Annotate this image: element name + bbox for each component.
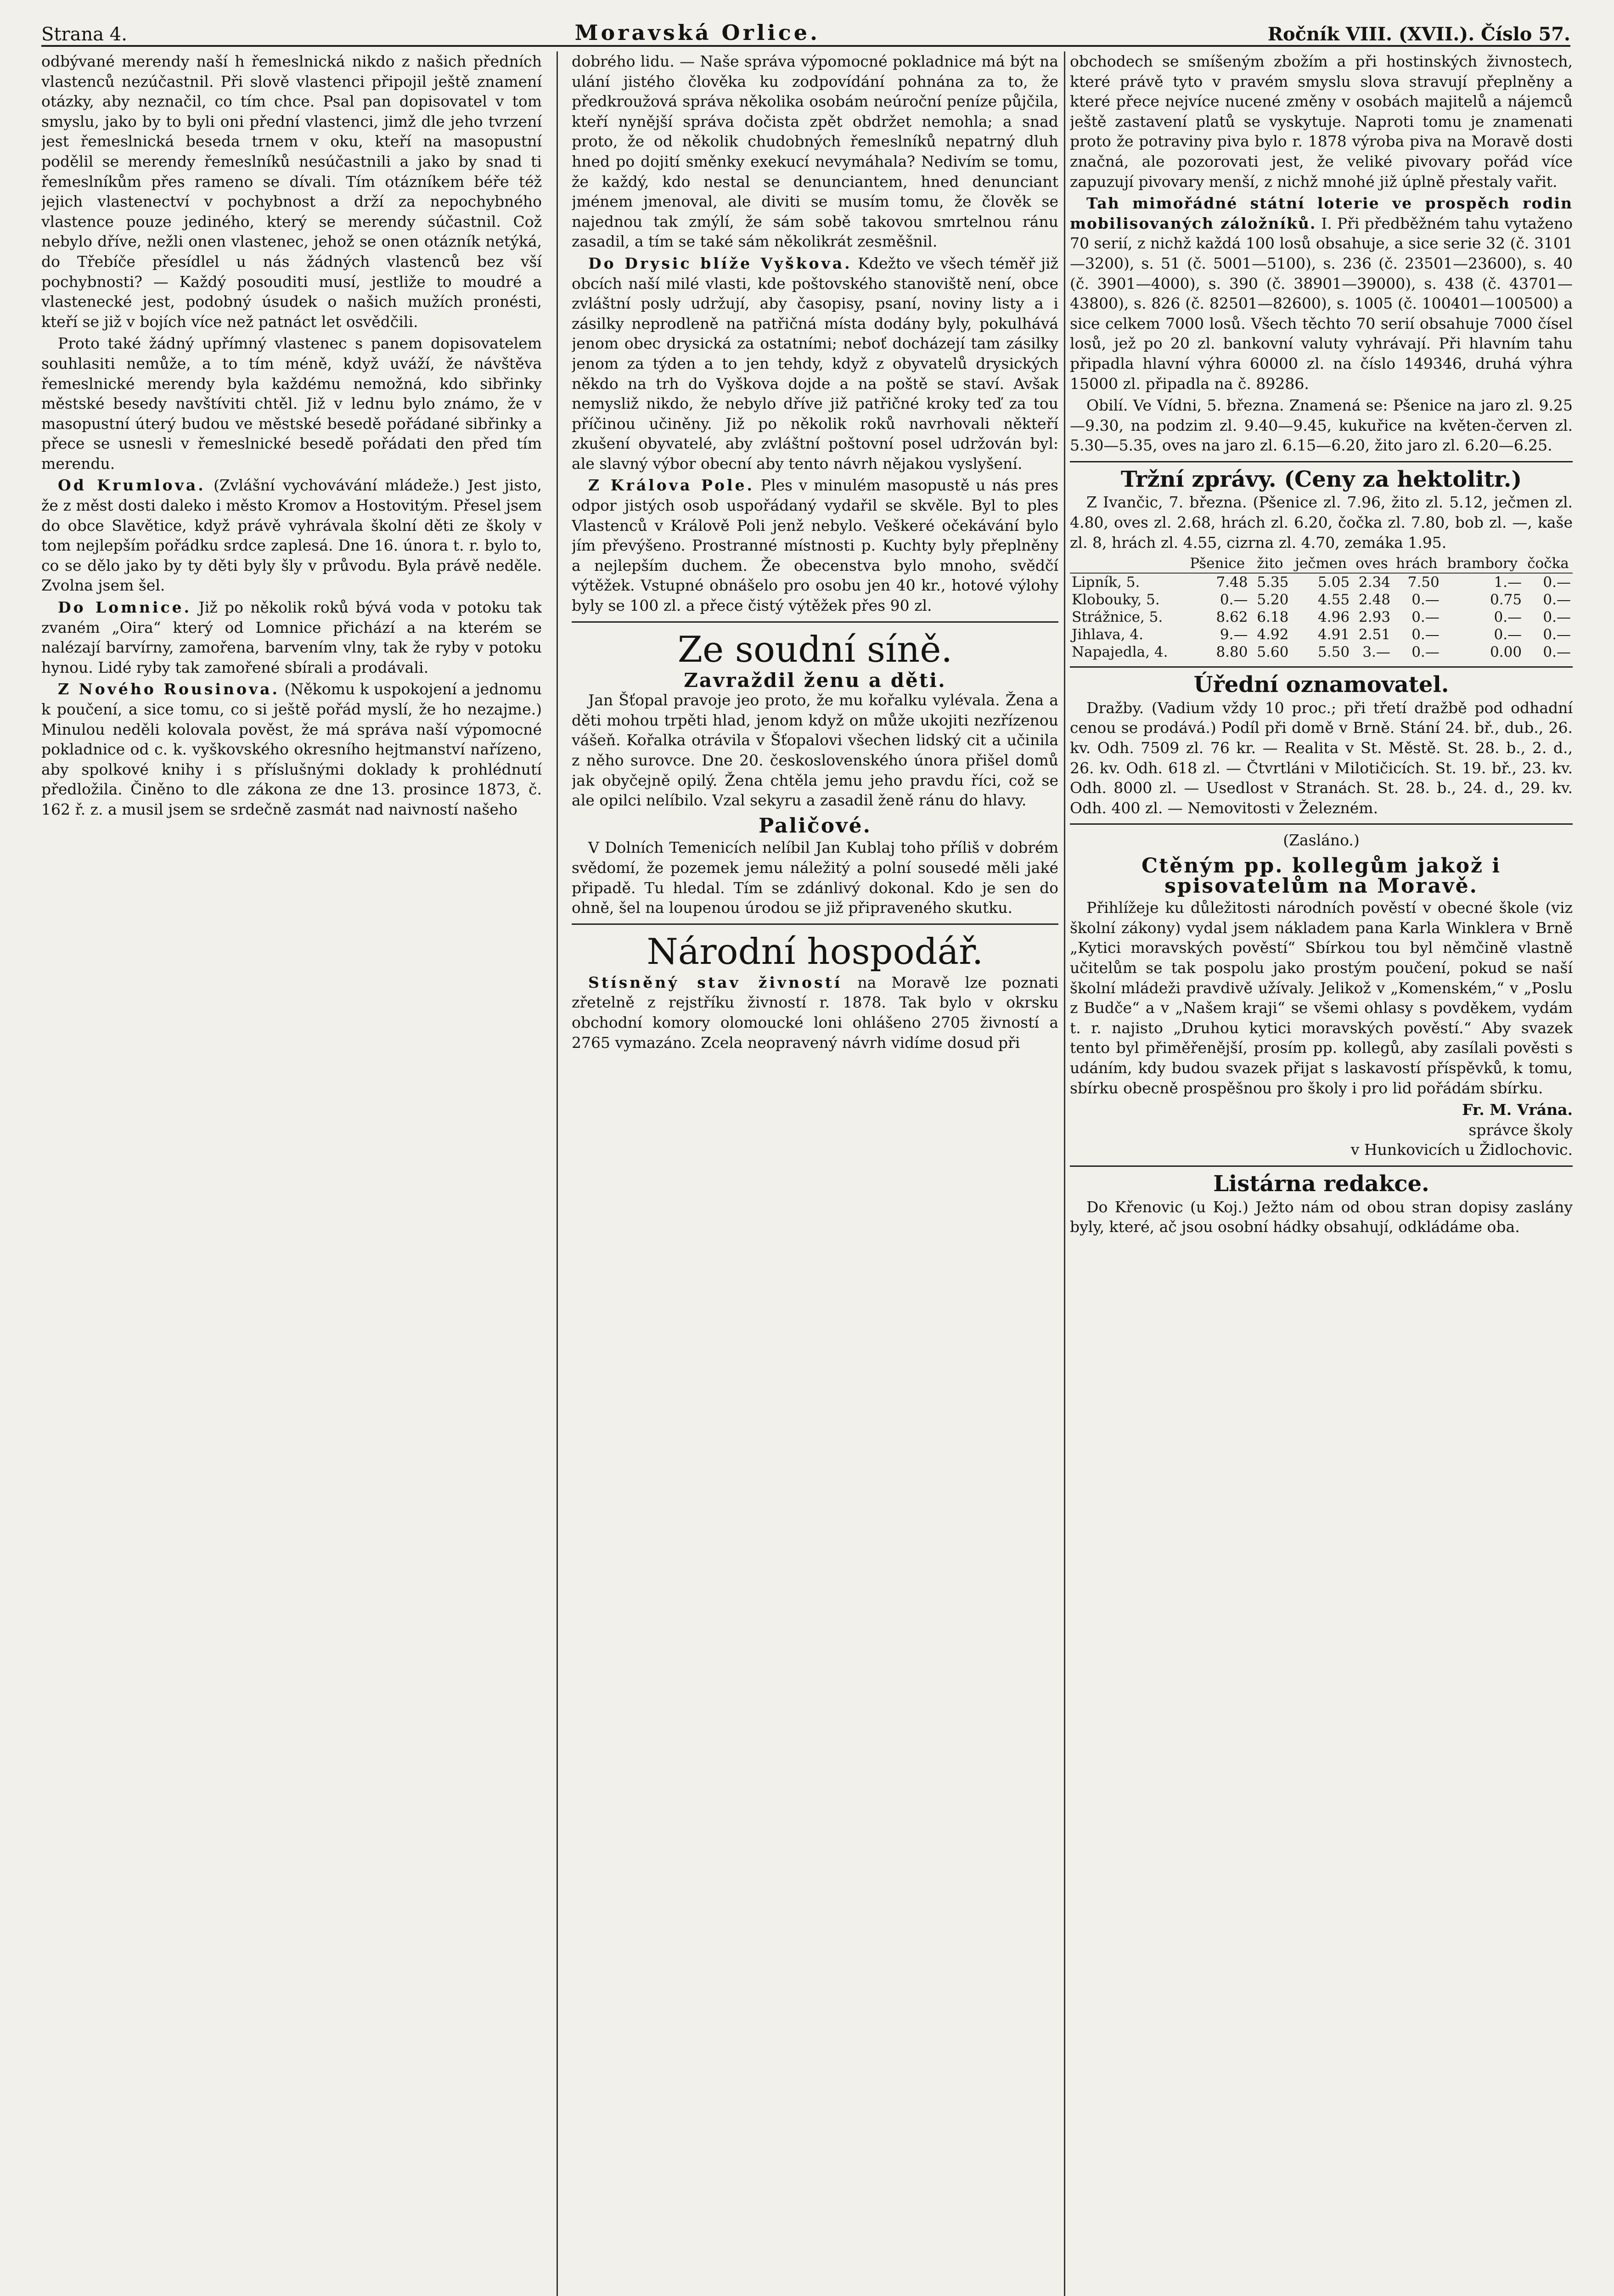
article-paragraph: Jan Šťopal pravoje jeo proto, že mu kořalku vylévala. Žena a děti mohou trpěti hlad, jenom když on může ukojiti nezřízenou vášeň. Kořalka otrávila v Šťopalovi všechen lidský cit a učinila z něho surovce. Dne 20. československého února přišel domů jak obyčejně opilý. Žena chtěla jemu jeho pravdu říci, což se ale opilci nelíbilo. Vzal sekyru a zasadil ženě ránu do hlavy. <box>572 691 1058 810</box>
divider <box>572 621 1058 623</box>
table-cell: Klobouky, 5. <box>1072 591 1160 608</box>
table-cell: 0.— <box>1494 626 1522 643</box>
table-row <box>1070 608 1573 626</box>
table-cell: 5.50 <box>1318 644 1350 661</box>
article-title: Zavraždil ženu a děti. <box>684 669 946 692</box>
table-cell: 2.93 <box>1358 609 1390 626</box>
table-cell: 4.91 <box>1318 626 1350 643</box>
page-header <box>41 15 1570 47</box>
table-cell: 0.— <box>1543 574 1571 591</box>
table-cell: 0.75 <box>1490 591 1522 608</box>
table-header-cell: čočka <box>1524 554 1573 573</box>
divider <box>1070 461 1573 462</box>
table-header-cell <box>1070 554 1185 573</box>
table-header-cell: oves <box>1351 554 1392 573</box>
table-cell: 0.— <box>1543 626 1571 643</box>
table-cell: 8.80 <box>1216 644 1248 661</box>
column-3 <box>1070 51 1573 2296</box>
table-cell: 0.— <box>1412 591 1440 608</box>
table-cell: 7.50 <box>1407 574 1440 591</box>
table-cell: 0.— <box>1220 591 1248 608</box>
table-row <box>1070 643 1573 661</box>
article-title: Ctěným pp. kollegům jakož i spisovatelům na Moravě. <box>1141 854 1502 898</box>
article-paragraph: Již po několik roků bývá voda v potoku tak zvaném „Oira“ který od Lomnice přichází a na kterém se nalézají barvírny, zamořena, barvením vlny, tak že ryby v potoku hynou. Lidé ryby tak zamořené sbírali a prodávali. <box>41 598 542 676</box>
section-title-editorial: Listárna redakce. <box>1213 1171 1429 1197</box>
table-cell: 0.— <box>1543 609 1571 626</box>
section-heading: Od Krumlova. <box>58 476 206 495</box>
section-title-court: Ze soudní síně. <box>677 629 953 670</box>
section-heading: Do Drysic blíže Vyškova. <box>588 254 852 272</box>
table-cell: Lipník, 5. <box>1072 574 1140 591</box>
table-cell: 2.48 <box>1358 591 1390 608</box>
page-number: Strana 4. <box>41 24 127 45</box>
table-cell: 0.— <box>1412 609 1440 626</box>
article-paragraph: Kdežto ve všech téměř již obcích naší milé vlasti, kde poštovského stanoviště není, obce zvláštní posly udržují, aby časopisy, psaní, noviny listy a i zásilky neprodleně na patřičná místa dodány byly, pokulhává jenom obec drysická za ostatními; neboť docházejí tam zásilky jenom za týden a to jen tehdy, když z obyvatelů drysických někdo na trh do Vyškova dojde a na poště se staví. Avšak nemysliž nikdo, že nebylo dříve již patřičné kroky teď za tou příčinou učiněny. Již po několik roků navrhovali někteří zkušení obyvatelé, aby zvláštní poštovní posel udržován byl: ale slavný výbor obecní aby tento návrh nějakou vyslyšení. <box>572 254 1058 473</box>
table-cell: 3.— <box>1362 644 1390 661</box>
article-paragraph: Dražby. (Vadium vždy 10 proc.; při třetí dražbě pod odhadní cenou se prodává.) Podíl při domě v Brně. Stání 24. bř., dub., 26. kv. Odh. 7509 zl. 76 kr. — Realita v St. Městě. St. 28. b., 2. d., 26. kv. Odh. 618 zl. — Čtvrtláni v Milotičicích. St. 19. bř., 23. kv. Odh. 8000 zl. — Usedlost v Stranách. St. 28. b., 24. d., 29. kv. Odh. 400 zl. — Nemovitosti v Železném. <box>1070 698 1573 817</box>
article-paragraph: (Zvlášní vychovávání mládeže.) Jest jisto, že z měst dosti daleko i město Kromov a Hostovitým. Přesel jsem do obce Slavětice, když právě vyhrávala školní děti ze školy v tom nejlepším pořádku srdce zaplesá. Dne 16. února t. r. bylo to, co se dělo jako by ty děti byly šly v průvodu. Byla právě neděle. Zvolna jsem šel. <box>41 476 542 595</box>
table-cell: 0.— <box>1412 644 1440 661</box>
article-paragraph: Obilí. Ve Vídni, 5. března. Znamená se: Pšenice na jaro zl. 9.25—9.30, na podzim zl. 9.40—9.45, kukuřice na květen-červen zl. 5.30—5.35, oves na jaro zl. 6.15—6.20, žito jaro zl. 6.20—6.25. <box>1070 396 1573 455</box>
table-row <box>1070 626 1573 643</box>
volume-issue: Ročník VIII. (XVII.). Číslo 57. <box>1267 23 1570 45</box>
article-paragraph: Ples v minulém masopustě u nás pres odpor jistých osob uspořádaný vydařil se skvěle. Byl to ples Vlastenců v Králově Poli jenž nebylo. Veškeré očekávání bylo jím převýšeno. Prostranné místnosti p. Kuchty byly přeplněny a nejlepším duchem. Že obecenstva bylo mnoho, svědčí výtěžek. Vstupné obnášelo pro osobu jen 40 kr., hotové výlohy byly se 100 zl. a přece čistý výtěžek přes 90 zl. <box>572 476 1058 615</box>
divider <box>1070 1165 1573 1167</box>
table-header-cell: brambory <box>1441 554 1524 573</box>
table-row <box>1070 591 1573 608</box>
table-cell: 0.— <box>1543 644 1571 661</box>
table-cell: 5.20 <box>1257 591 1289 608</box>
article-paragraph: Z Ivančic, 7. března. (Pšenice zl. 7.96, žito zl. 5.12, ječmen zl. 4.80, oves zl. 2.68, hrách zl. 6.20, čočka zl. 7.80, bob zl. —, kaše zl. 8, hrách zl. 4.55, cizrna zl. 4.70, zemáka 1.95. <box>1070 493 1573 551</box>
table-cell: 9.— <box>1220 626 1248 643</box>
section-heading: Tah mimořádné státní loterie ve prospěch rodin mobilisovaných záložníků. <box>1070 194 1573 232</box>
table-cell: 4.92 <box>1257 626 1289 643</box>
table-header-cell: ječmen <box>1290 554 1351 573</box>
signature-title: správce školy <box>1468 1120 1573 1139</box>
section-heading: Z Králova Pole. <box>588 476 755 495</box>
market-prices-table <box>1070 554 1573 661</box>
table-row <box>1070 573 1573 591</box>
signature-name: Fr. M. Vrána. <box>1462 1101 1573 1119</box>
column-rule-2 <box>1064 51 1065 2296</box>
article-paragraph: (Někomu k uspokojení a jednomu k poučení, a sice tomu, co si ještě pořád myslí, že ho nezajme.) Minulou neděli kolovala pověst, že má správa naší výpomocné pokladnice od c. k. vyškovského okresního hejtmanství nařízeno, aby spolkové knihy i s příslušnými doklady k prohlédnutí předložila. Činěno to dle zákona ze dne 13. prosince 1873, č. 162 ř. z. a musil jsem se srdečně zasmát nad naivností našeho <box>41 680 542 818</box>
table-cell: 0.— <box>1543 591 1571 608</box>
column-1 <box>41 51 542 2296</box>
table-cell: 2.34 <box>1358 574 1390 591</box>
article-paragraph: Přihlížeje ku důležitosti národních pověstí v obecné škole (viz školní zákony) vydal jsem nákladem pana Karla Winklera v Brně „Kytici moravských pověstí“ Sbírkou tou byl němčině vlastně učitelům se tak pospolu jako prostým poučení, pokud se naší školní mládeži pravdivě užívaly. Jelikož v „Komenském,“ v „Poslu z Budče“ a v „Našem kraji“ se všemi ohlasy s povděkem, vydám t. r. najisto „Druhou kytici moravských pověstí.“ Aby svazek tento byl přiměřenější, prosím pp. kollegů, aby zasílali pověsti s udáním, kdy budou svazek přijat s laskavostí příspěvků, k tomu, sbírku obecně prospěšnou pro školy i pro lid pořádám sbírku. <box>1070 899 1573 1097</box>
table-header-cell: Pšenice <box>1185 554 1250 573</box>
article-paragraph: odbývané merendy naší h řemeslnická nikdo z našich předních vlastenců nezúčastnil. Při slově vlastenci připojil ještě znamení otázky, aby neznačil, co tím chce. Psal pan dopisovatel v tom smyslu, jako by to byli oni přední vlastenci, jimž dle jeho tvrzení jest řemeslnická beseda trnem v oku, kteří na masopustní podělil se merendy řemeslníků nesúčastnili a jako by snad ti řemeslníkům přes rameno se dívali. Tím otázníkem béře též jejich vlastenectví v pochybnost a drží za nepochybného vlastence pouze jediného, který se merendy súčastnil. Což nebylo dříve, nežli onen vlastenec, jehož se onen otázník netýká, do Třebíče přesídlel u nás žádných vlastenců bez vší pochybnosti? — Každý posouditi musí, jestliže to moudré a vlastenecké jest, podobný úsudek o našich mužích pronésti, kteří se již v bojích více než patnáct let osvědčili. <box>41 52 542 331</box>
table-cell: 6.18 <box>1257 609 1289 626</box>
section-heading: Z Nového Rousinova. <box>58 680 280 698</box>
masthead: Moravská Orlice. <box>574 20 821 45</box>
table-cell: Strážnice, 5. <box>1072 609 1163 626</box>
divider <box>1070 823 1573 825</box>
section-heading: Do Lomnice. <box>58 598 192 617</box>
table-cell: 5.05 <box>1318 574 1350 591</box>
article-title: Stísněný stav živností <box>588 973 843 991</box>
table-cell: 7.48 <box>1216 574 1248 591</box>
divider <box>1070 666 1573 668</box>
section-title-economy: Národní hospodář. <box>647 931 984 973</box>
table-header-cell: žito <box>1249 554 1290 573</box>
column-rule-1 <box>557 51 558 2296</box>
article-paragraph: obchodech se smíšeným zbožím a při hostinských živnostech, které právě tyto v pravém smyslu slova stravují přeplněny a které přece nejvíce nucené změny v osobách majitelů a nájemců ještě zastavení platů se vyskytuje. Naproti tomu je znamenati proto že potraviny piva bylo r. 1878 výroba piva na Moravě dosti značná, ale pozorovati jest, že veliké pivovary pořád více zapuzují pivovary menší, z nichž mnohé již úplně přestaly vařit. <box>1070 52 1573 191</box>
section-title-market: Tržní zprávy. (Ceny za hektolitr.) <box>1120 466 1522 492</box>
article-paragraph: dobrého lidu. — Naše správa výpomocné pokladnice má být na ulání jistého člověka ku zodpovídání pohnána za to, že předkroužová správa několika osobám neúroční peníze půjčila, kteří nynější správa dočista zpět obdržet nemohla; a snad proto, že od několik chudobných řemeslníků nepatrný dluh hned po dojití směnky exekucí nevymáhala? Nedivím se tomu, že každý, kdo nestal se denunciantem, hned denunciant jménem jmenoval, ale diviti se musím tomu, že člověk se najednou tak zmýlí, že sám sobě takovou smrtelnou ránu zasadil, a tím se také sám několikrát zesměšnil. <box>572 52 1058 251</box>
table-cell: 8.62 <box>1216 609 1248 626</box>
divider <box>572 923 1058 925</box>
table-header-row <box>1070 554 1573 573</box>
sent-in-label: (Zasláno.) <box>1283 831 1360 850</box>
article-paragraph: I. Při předběžném tahu vytaženo 70 serií, z nichž každá 100 losů obsahuje, a sice serie 32 (č. 3101—3200), s. 51 (č. 5001—5100), s. 236 (č. 23501—23600), s. 40 (č. 3901—4000), s. 390 (č. 38901—39000), s. 438 (č. 43701—43800), s. 826 (č. 82501—82600), s. 1005 (č. 100401—100500) a sice celkem 7000 losů. Všech těchto 70 serií obsahuje 7000 čísel losů, jež po 20 zl. bankovní valuty vyhrávají. Při hlavním tahu připadla hlavní výhra 60000 zl. na číslo 149346, druhá výhra 15000 zl. připadla na č. 89286. <box>1070 214 1573 393</box>
article-paragraph: na Moravě lze poznati zřetelně z rejstříku živností r. 1878. Tak bylo v okrsku obchodní komory olomoucké loni ohlášeno 2705 živností a 2765 vymazáno. Zcela neopravený návrh vidíme dosud při <box>572 973 1058 1052</box>
signature-place: v Hunkovicích u Židlochovic. <box>1350 1141 1573 1159</box>
column-2 <box>572 51 1058 2296</box>
table-cell: 4.55 <box>1318 591 1350 608</box>
table-cell: 5.35 <box>1257 574 1289 591</box>
section-title-official: Úřední oznamovatel. <box>1193 672 1449 698</box>
article-paragraph: Do Křenovic (u Koj.) Ježto nám od obou stran dopisy zaslány byly, které, ač jsou osobní hádky obsahují, odkládáme oba. <box>1070 1198 1573 1236</box>
table-cell: 0.— <box>1494 609 1522 626</box>
table-header-cell: hrách <box>1392 554 1441 573</box>
table-cell: 2.51 <box>1358 626 1390 643</box>
table-cell: Napajedla, 4. <box>1072 644 1168 661</box>
table-cell: 0.— <box>1412 626 1440 643</box>
article-paragraph: V Dolních Temenicích nelíbil Jan Kublaj toho příliš v dobrém svědomí, že pozemek jemu náležitý a polní sousedé měli jaké připadě. Tu hledal. Tím se zdánlivý dokonal. Kdo je sen do ohně, šel na loupenou úrodou se již připraveného skutku. <box>572 838 1058 917</box>
table-cell: 4.96 <box>1318 609 1350 626</box>
table-cell: 1.— <box>1494 574 1522 591</box>
table-cell: Jihlava, 4. <box>1072 626 1143 643</box>
table-cell: 0.00 <box>1490 644 1522 661</box>
article-title: Paličové. <box>759 814 872 838</box>
table-cell: 5.60 <box>1257 644 1289 661</box>
article-paragraph: Proto také žádný upřímný vlastenec s panem dopisovatelem souhlasiti nemůže, a to tím méně, když uváží, že návštěva řemeslnické merendy byla každému nemožná, kdo sibřinky městské besedy navštíviti chtěl. Již v lednu bylo známo, že v masopustní úterý budou ve městské besedě pořádané sibřinky a přece se usnesli v řemeslnické besedě pořádati den před tím merendu. <box>41 334 542 473</box>
